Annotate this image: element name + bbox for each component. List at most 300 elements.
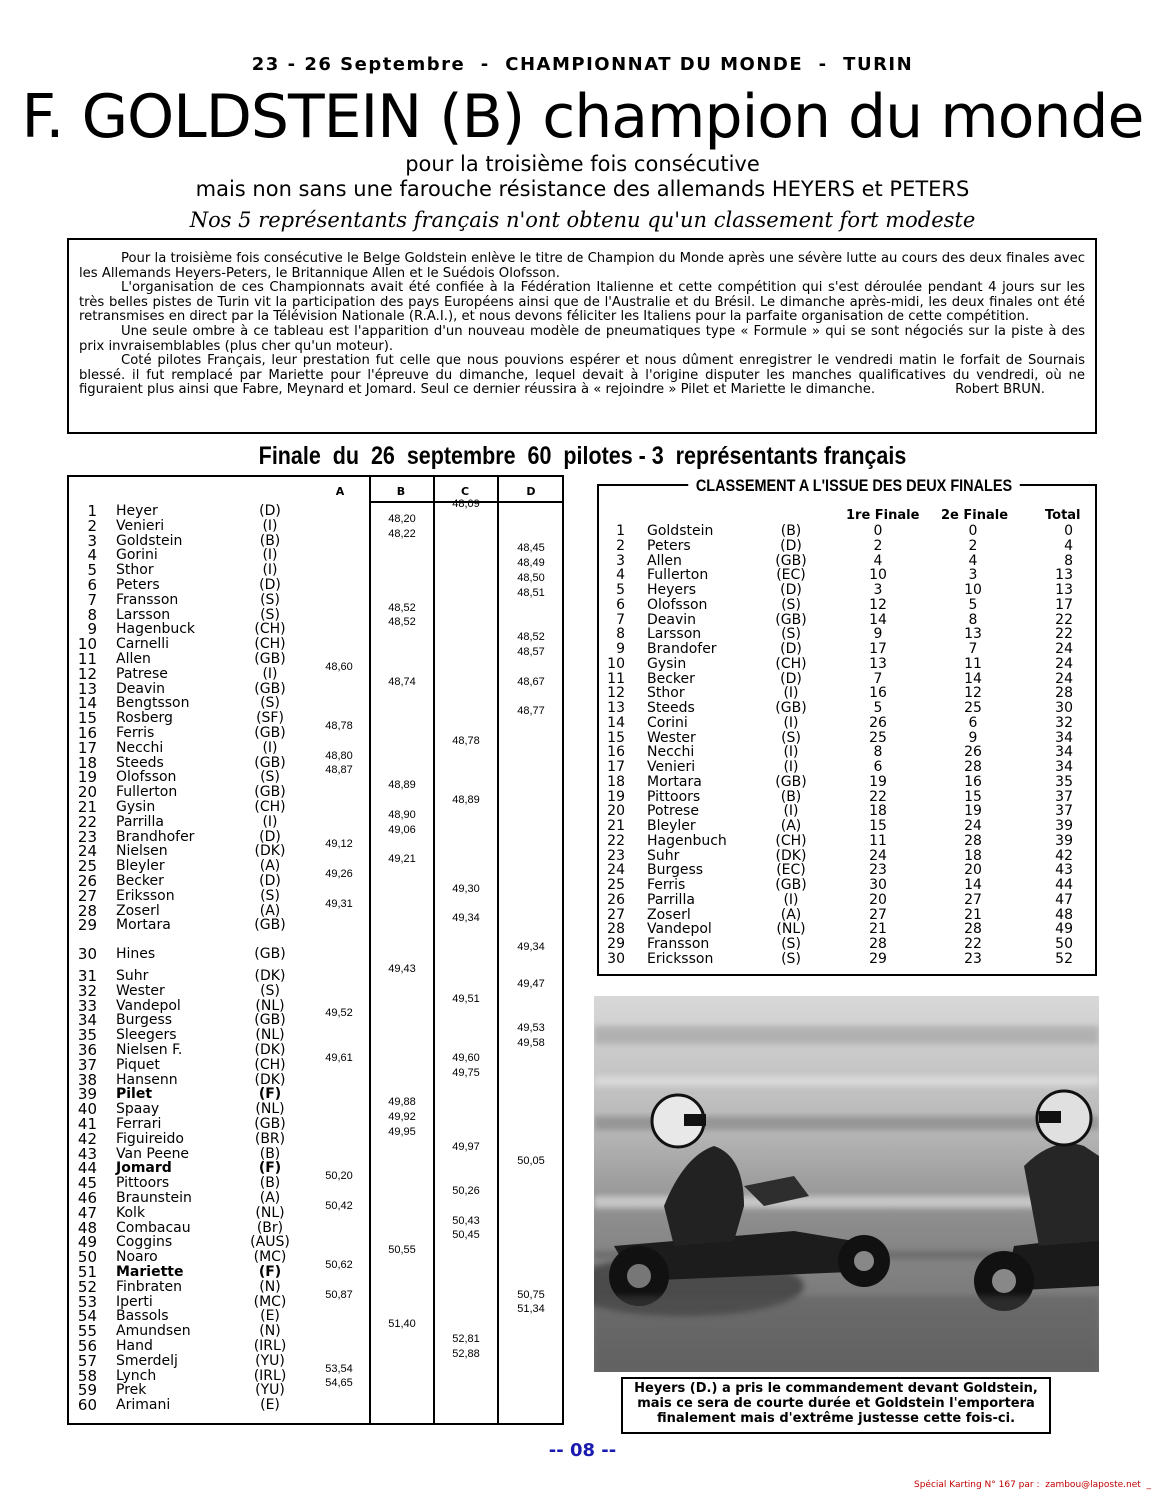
- final2-points-cell: 28: [964, 759, 982, 775]
- pilot-name-cell: Iperti: [116, 1293, 153, 1310]
- final1-points-cell: 24: [869, 847, 887, 864]
- rank-cell: 10: [77, 635, 97, 654]
- karting-photo-illustration: [594, 996, 1099, 1372]
- final2-points-cell: 14: [964, 670, 982, 687]
- time-cell-d: 49,34: [517, 941, 545, 954]
- country-cell: (D): [259, 503, 281, 519]
- pilot-name-cell: Fransson: [647, 936, 710, 952]
- total-points-cell: 52: [1055, 950, 1073, 967]
- final2-points-cell: 11: [964, 655, 982, 672]
- final1-points-cell: 7: [873, 670, 883, 687]
- time-cell-d: 48,50: [517, 572, 545, 584]
- pilot-name-cell: Potrese: [647, 803, 699, 820]
- table-row: [599, 627, 1095, 642]
- rank-cell: 17: [77, 738, 97, 757]
- finale-title: Finale du 26 septembre 60 pilotes - 3 représentants français: [258, 442, 907, 470]
- pilot-name-cell: Braunstein: [116, 1190, 192, 1206]
- pilot-name-cell: Prek: [116, 1382, 147, 1399]
- pilot-name-cell: Piquet: [116, 1056, 160, 1073]
- rank-cell: 39: [77, 1085, 97, 1104]
- pilot-name-cell: Ericksson: [647, 950, 714, 967]
- final2-points-cell: 4: [968, 552, 978, 569]
- country-cell: (GB): [775, 773, 807, 790]
- rank-cell: 12: [607, 685, 625, 702]
- country-cell: (GB): [254, 725, 286, 741]
- pilot-name-cell: Combacau: [116, 1219, 191, 1236]
- final1-points-cell: 30: [869, 877, 887, 893]
- final2-points-cell: 20: [964, 862, 982, 879]
- country-cell: (S): [260, 606, 280, 623]
- country-cell: (I): [262, 562, 278, 579]
- final2-points-cell: 14: [964, 877, 982, 893]
- finale-results-table: [67, 475, 564, 1425]
- time-cell-d: 49,47: [517, 977, 545, 990]
- final1-points-cell: 29: [869, 950, 887, 967]
- rank-cell: 11: [77, 650, 97, 668]
- pilot-name-cell: Nielsen: [116, 843, 168, 860]
- country-cell: (CH): [254, 1056, 286, 1073]
- total-points-cell: 34: [1055, 729, 1073, 746]
- country-cell: (MC): [253, 1249, 287, 1266]
- table-row: [69, 512, 566, 535]
- table-row: [599, 922, 1095, 937]
- rank-cell: 4: [616, 567, 625, 584]
- rank-cell: 11: [607, 670, 625, 687]
- total-points-cell: 37: [1055, 803, 1073, 820]
- table-row: [599, 672, 1095, 687]
- country-cell: (SF): [256, 710, 284, 727]
- country-cell: (B): [780, 523, 802, 539]
- country-cell: (S): [260, 695, 280, 712]
- time-cell-c: 48,78: [452, 734, 480, 747]
- rank-cell: 53: [77, 1292, 97, 1311]
- time-cell-b: 48,52: [388, 616, 416, 629]
- country-cell: (S): [781, 596, 801, 613]
- total-points-cell: 24: [1055, 641, 1073, 657]
- time-cell-d: 50,75: [517, 1288, 545, 1301]
- time-cell-b: 48,89: [388, 779, 416, 792]
- pilot-name-cell: Venieri: [647, 759, 696, 775]
- country-cell: (GB): [254, 917, 286, 934]
- table-row: [599, 775, 1095, 790]
- pilot-name-cell: Pittoors: [116, 1175, 170, 1192]
- country-cell: (I): [262, 517, 278, 534]
- total-points-cell: 17: [1055, 596, 1073, 613]
- rank-cell: 18: [77, 753, 97, 772]
- final1-points-cell: 5: [873, 700, 883, 716]
- final1-points-cell: 6: [873, 759, 883, 775]
- country-cell: (GB): [775, 552, 807, 569]
- pilot-name-cell: Larsson: [647, 626, 702, 643]
- intro-paragraph: L'organisation de ces Championnats avait été confiée à la Fédération Italienne et cette compétition qui s'est déroulée pendant 4 jours sur les très belles pistes de Turin vit la participation des pays Européens ainsi que de l'Australie et du Brésil. Le dimanche après-midi, les deux finales ont été retransmises en direct par la Télévision Nationale (R.A.I.), et nous devons féliciter les Italiens pour la parfaite organisation de cette compétition.: [79, 280, 1085, 325]
- rank-cell: 9: [87, 620, 97, 639]
- country-cell: (D): [259, 577, 281, 593]
- final1-points-cell: 21: [869, 921, 887, 938]
- rank-cell: 3: [87, 531, 97, 550]
- pilot-name-cell: Peters: [647, 537, 691, 554]
- country-cell: (MC): [253, 1293, 287, 1310]
- country-cell: (BR): [254, 1130, 286, 1147]
- table-row: [599, 701, 1095, 716]
- pilot-name-cell: Vandepol: [647, 921, 712, 938]
- total-points-cell: 8: [1064, 552, 1073, 569]
- rank-cell: 30: [607, 950, 625, 967]
- author-signature: Robert BRUN.: [955, 382, 1045, 398]
- time-cell-a: 48,78: [325, 720, 353, 732]
- time-cell-d: 50,05: [517, 1155, 545, 1168]
- country-cell: (F): [258, 1086, 282, 1103]
- country-cell: (DK): [254, 843, 286, 860]
- pilot-name-cell: Hagenbuck: [116, 621, 196, 638]
- table-row: [599, 657, 1095, 672]
- time-cell-d: 48,77: [517, 705, 545, 718]
- country-cell: (B): [780, 788, 802, 805]
- country-cell: (I): [262, 813, 278, 830]
- country-cell: (AUS): [250, 1234, 290, 1251]
- pilot-name-cell: Pilet: [116, 1086, 153, 1103]
- country-cell: (GB): [254, 1012, 286, 1029]
- race-photo: [594, 996, 1099, 1372]
- pilot-name-cell: Burgess: [116, 1012, 173, 1029]
- rank-cell: 36: [77, 1041, 97, 1059]
- time-cell-d: 51,34: [517, 1303, 545, 1316]
- pilot-name-cell: Mortara: [647, 773, 702, 790]
- final2-points-cell: 13: [964, 626, 982, 643]
- rank-cell: 21: [607, 818, 625, 834]
- pilot-name-cell: Heyers: [647, 582, 697, 598]
- time-cell-c: 48,89: [452, 794, 480, 806]
- total-points-cell: 44: [1055, 877, 1073, 893]
- rank-cell: 48: [77, 1218, 97, 1237]
- table-row: [599, 598, 1095, 613]
- final1-points-cell: 9: [873, 626, 883, 643]
- footer-credit: Spécial Karting N° 167 par : zambou@laposte.net _: [913, 1480, 1151, 1490]
- total-points-cell: 22: [1055, 611, 1073, 628]
- rank-cell: 30: [77, 945, 97, 964]
- column-header-d: D: [526, 485, 536, 498]
- pilot-name-cell: Brandhofer: [116, 828, 195, 845]
- pilot-name-cell: Nielsen F.: [116, 1042, 183, 1058]
- table-row: [599, 863, 1095, 878]
- rank-cell: 1: [616, 523, 625, 539]
- country-cell: (N): [259, 1278, 281, 1295]
- final1-points-cell: 16: [869, 685, 887, 702]
- rank-cell: 44: [77, 1159, 97, 1178]
- final1-points-cell: 11: [869, 832, 887, 849]
- pilot-name-cell: Sthor: [116, 562, 154, 579]
- country-cell: (GB): [775, 877, 807, 893]
- total-points-cell: 49: [1055, 921, 1073, 938]
- pilot-name-cell: Necchi: [116, 739, 164, 756]
- country-cell: (I): [262, 547, 278, 564]
- time-cell-a: 54,65: [325, 1377, 353, 1390]
- country-cell: (YU): [255, 1382, 285, 1399]
- country-cell: (GB): [254, 784, 286, 801]
- rank-cell: 43: [77, 1144, 97, 1163]
- rank-cell: 1: [87, 502, 97, 520]
- time-cell-b: 51,40: [388, 1318, 416, 1331]
- rank-cell: 2: [616, 537, 625, 554]
- pilot-name-cell: Fullerton: [116, 784, 178, 801]
- table-row: [69, 1022, 566, 1045]
- pilot-name-cell: Van Peene: [116, 1145, 190, 1162]
- subtitle-2: mais non sans une farouche résistance des allemands HEYERS et PETERS: [195, 177, 970, 201]
- final2-points-cell: 0: [968, 523, 978, 539]
- time-cell-a: 49,52: [325, 1007, 353, 1020]
- time-cell-a: 48,60: [325, 660, 353, 673]
- table-row: [69, 572, 566, 594]
- rank-cell: 12: [77, 664, 97, 683]
- table-row: [69, 1140, 566, 1163]
- time-cell-c: 49,51: [452, 992, 480, 1005]
- country-cell: (D): [259, 873, 281, 889]
- pilot-name-cell: Patrese: [116, 665, 168, 682]
- country-cell: (S): [260, 982, 280, 999]
- standings-table: [597, 476, 1097, 976]
- rank-cell: 4: [87, 546, 97, 565]
- rank-cell: 16: [77, 724, 97, 742]
- final2-points-cell: 18: [964, 847, 982, 864]
- pilot-name-cell: Peters: [116, 577, 160, 593]
- pilot-name-cell: Ferris: [647, 877, 686, 893]
- final2-points-cell: 19: [964, 803, 982, 820]
- total-points-cell: 48: [1055, 906, 1073, 923]
- time-cell-c: 49,75: [452, 1066, 480, 1079]
- country-cell: (CH): [775, 832, 807, 849]
- country-cell: (NL): [255, 1027, 285, 1044]
- country-cell: (IRL): [253, 1367, 287, 1384]
- rank-cell: 17: [607, 759, 625, 775]
- time-cell-b: 49,43: [388, 963, 416, 975]
- table-row: [69, 696, 566, 711]
- time-cell-c: 49,60: [452, 1051, 480, 1064]
- pilot-name-cell: Fransson: [116, 591, 179, 608]
- country-cell: (CH): [254, 621, 286, 638]
- table-row: [69, 963, 566, 985]
- table-row: [69, 1111, 566, 1133]
- time-cell-a: 50,42: [325, 1199, 353, 1212]
- rank-cell: 15: [607, 729, 625, 746]
- country-cell: (S): [781, 729, 801, 746]
- rank-cell: 32: [77, 981, 97, 1000]
- time-cell-a: 48,87: [325, 764, 353, 777]
- rank-cell: 60: [77, 1396, 97, 1415]
- table-row: [69, 794, 566, 816]
- country-cell: (D): [259, 828, 281, 845]
- total-points-cell: 34: [1055, 744, 1073, 761]
- column-header-final1: 1re Finale: [846, 508, 920, 523]
- table-row: [599, 804, 1095, 819]
- final2-points-cell: 5: [968, 596, 978, 613]
- rank-cell: 5: [616, 582, 625, 598]
- final2-points-cell: 6: [968, 714, 978, 731]
- time-cell-c: 52,81: [452, 1333, 480, 1345]
- pilot-name-cell: Corini: [647, 714, 688, 731]
- table-row: [69, 586, 566, 609]
- pilot-name-cell: Mortara: [116, 917, 171, 934]
- country-cell: (NL): [255, 1204, 285, 1221]
- table-row: [599, 745, 1095, 760]
- final2-points-cell: 16: [964, 773, 982, 790]
- total-points-cell: 35: [1055, 773, 1073, 790]
- final2-points-cell: 22: [964, 936, 982, 952]
- rank-cell: 7: [87, 590, 97, 609]
- pilot-name-cell: Allen: [647, 552, 682, 569]
- total-points-cell: 34: [1055, 759, 1073, 775]
- rank-cell: 18: [607, 773, 625, 790]
- rank-cell: 34: [77, 1011, 97, 1030]
- country-cell: (IRL): [253, 1338, 287, 1354]
- total-points-cell: 37: [1055, 788, 1073, 805]
- country-cell: (I): [783, 891, 799, 908]
- country-cell: (A): [259, 858, 281, 875]
- table-row: [599, 908, 1095, 923]
- time-cell-a: 49,61: [325, 1051, 353, 1064]
- country-cell: (CH): [254, 636, 286, 653]
- time-cell-d: 48,67: [517, 675, 545, 688]
- country-cell: (DK): [254, 1071, 286, 1088]
- pilot-name-cell: Parrilla: [116, 813, 164, 830]
- final1-points-cell: 26: [869, 714, 887, 731]
- pilot-name-cell: Becker: [647, 670, 695, 687]
- column-header-final2: 2e Finale: [941, 508, 1009, 523]
- rank-cell: 26: [77, 872, 97, 890]
- pilot-name-cell: Steeds: [647, 700, 695, 716]
- table-row: [599, 760, 1095, 775]
- pilot-name-cell: Gysin: [116, 799, 156, 815]
- total-points-cell: 24: [1055, 655, 1073, 672]
- country-cell: (I): [783, 759, 799, 775]
- rank-cell: 20: [77, 783, 97, 802]
- pilot-name-cell: Carnelli: [116, 636, 170, 653]
- table-row: [599, 554, 1095, 569]
- rank-cell: 6: [616, 596, 625, 613]
- country-cell: (I): [783, 685, 799, 702]
- time-cell-b: 48,74: [388, 675, 416, 688]
- time-cell-c: 49,34: [452, 912, 480, 925]
- pilot-name-cell: Smerdelj: [116, 1352, 178, 1369]
- time-cell-c: 50,26: [452, 1185, 480, 1197]
- rank-cell: 15: [77, 709, 97, 728]
- country-cell: (A): [259, 1190, 281, 1206]
- time-cell-d: 48,57: [517, 646, 545, 658]
- total-points-cell: 39: [1055, 818, 1073, 834]
- final2-points-cell: 21: [964, 906, 982, 923]
- rank-cell: 22: [607, 832, 625, 849]
- time-cell-d: 48,51: [517, 586, 545, 599]
- time-cell-b: 49,06: [388, 823, 416, 836]
- pilot-name-cell: Vandepol: [116, 997, 181, 1014]
- rank-cell: 5: [87, 561, 97, 580]
- rank-cell: 7: [616, 611, 625, 628]
- rank-cell: 24: [607, 862, 625, 879]
- intro-box: [67, 238, 1097, 434]
- final2-points-cell: 7: [968, 641, 978, 657]
- rank-cell: 26: [607, 891, 625, 908]
- country-cell: (B): [259, 1175, 281, 1192]
- pilot-name-cell: Amundsen: [116, 1323, 191, 1340]
- pilot-name-cell: Hines: [116, 946, 156, 963]
- table-row: [69, 1087, 566, 1102]
- pilot-name-cell: Wester: [116, 982, 165, 999]
- table-row: [599, 952, 1095, 967]
- rank-cell: 45: [77, 1174, 97, 1193]
- rank-cell: 40: [77, 1100, 97, 1119]
- final1-points-cell: 25: [869, 729, 887, 746]
- rank-cell: 19: [607, 788, 625, 805]
- table-row: [599, 790, 1095, 805]
- pilot-name-cell: Parrilla: [647, 891, 695, 908]
- final1-points-cell: 0: [873, 523, 883, 539]
- country-cell: (S): [260, 887, 280, 904]
- rank-cell: 14: [77, 694, 97, 713]
- table-row: [599, 716, 1095, 731]
- rank-cell: 29: [77, 916, 97, 935]
- country-cell: (B): [259, 1145, 281, 1162]
- country-cell: (GB): [254, 1116, 286, 1132]
- table-row: [69, 498, 566, 520]
- time-cell-a: 50,20: [325, 1170, 353, 1183]
- table-row: [599, 524, 1095, 539]
- total-points-cell: 50: [1055, 936, 1073, 952]
- time-cell-a: 48,80: [325, 749, 353, 762]
- rank-cell: 42: [77, 1129, 97, 1148]
- table-row: [599, 937, 1095, 952]
- country-cell: (F): [258, 1160, 282, 1177]
- rank-cell: 21: [77, 798, 97, 816]
- total-points-cell: 28: [1055, 685, 1073, 702]
- rank-cell: 9: [616, 641, 625, 657]
- time-cell-c: 48,09: [452, 498, 480, 510]
- final2-points-cell: 23: [964, 950, 982, 967]
- final2-points-cell: 28: [964, 832, 982, 849]
- rank-cell: 41: [77, 1115, 97, 1133]
- time-cell-a: 53,54: [325, 1362, 353, 1375]
- final2-points-cell: 9: [968, 729, 978, 746]
- time-cell-c: 49,97: [452, 1140, 480, 1153]
- rank-cell: 50: [77, 1248, 97, 1267]
- time-cell-b: 48,20: [388, 512, 416, 525]
- total-points-cell: 43: [1055, 862, 1073, 879]
- final2-points-cell: 3: [968, 567, 978, 584]
- table-row: [69, 1096, 566, 1119]
- pilot-name-cell: Olofsson: [116, 769, 177, 786]
- country-cell: (D): [780, 537, 802, 554]
- country-cell: (GB): [775, 611, 807, 628]
- pilot-name-cell: Lynch: [116, 1367, 157, 1384]
- table-row: [599, 539, 1095, 554]
- rank-cell: 28: [607, 921, 625, 938]
- country-cell: (GB): [254, 651, 286, 667]
- table-row: [599, 642, 1095, 657]
- final1-points-cell: 8: [873, 744, 883, 761]
- country-cell: (F): [258, 1264, 282, 1280]
- pilot-name-cell: Deavin: [647, 611, 697, 628]
- rank-cell: 3: [616, 552, 625, 569]
- country-cell: (D): [780, 582, 802, 598]
- time-cell-b: 48,22: [388, 527, 416, 540]
- final2-points-cell: 27: [964, 891, 982, 908]
- pilot-name-cell: Venieri: [116, 517, 165, 534]
- country-cell: (CH): [254, 799, 286, 815]
- rank-cell: 27: [607, 906, 625, 923]
- country-cell: (S): [781, 626, 801, 643]
- pilot-name-cell: Spaay: [116, 1101, 160, 1118]
- pilot-name-cell: Zoserl: [116, 902, 160, 919]
- rank-cell: 19: [77, 768, 97, 787]
- rank-cell: 28: [77, 901, 97, 920]
- rank-cell: 31: [77, 967, 97, 985]
